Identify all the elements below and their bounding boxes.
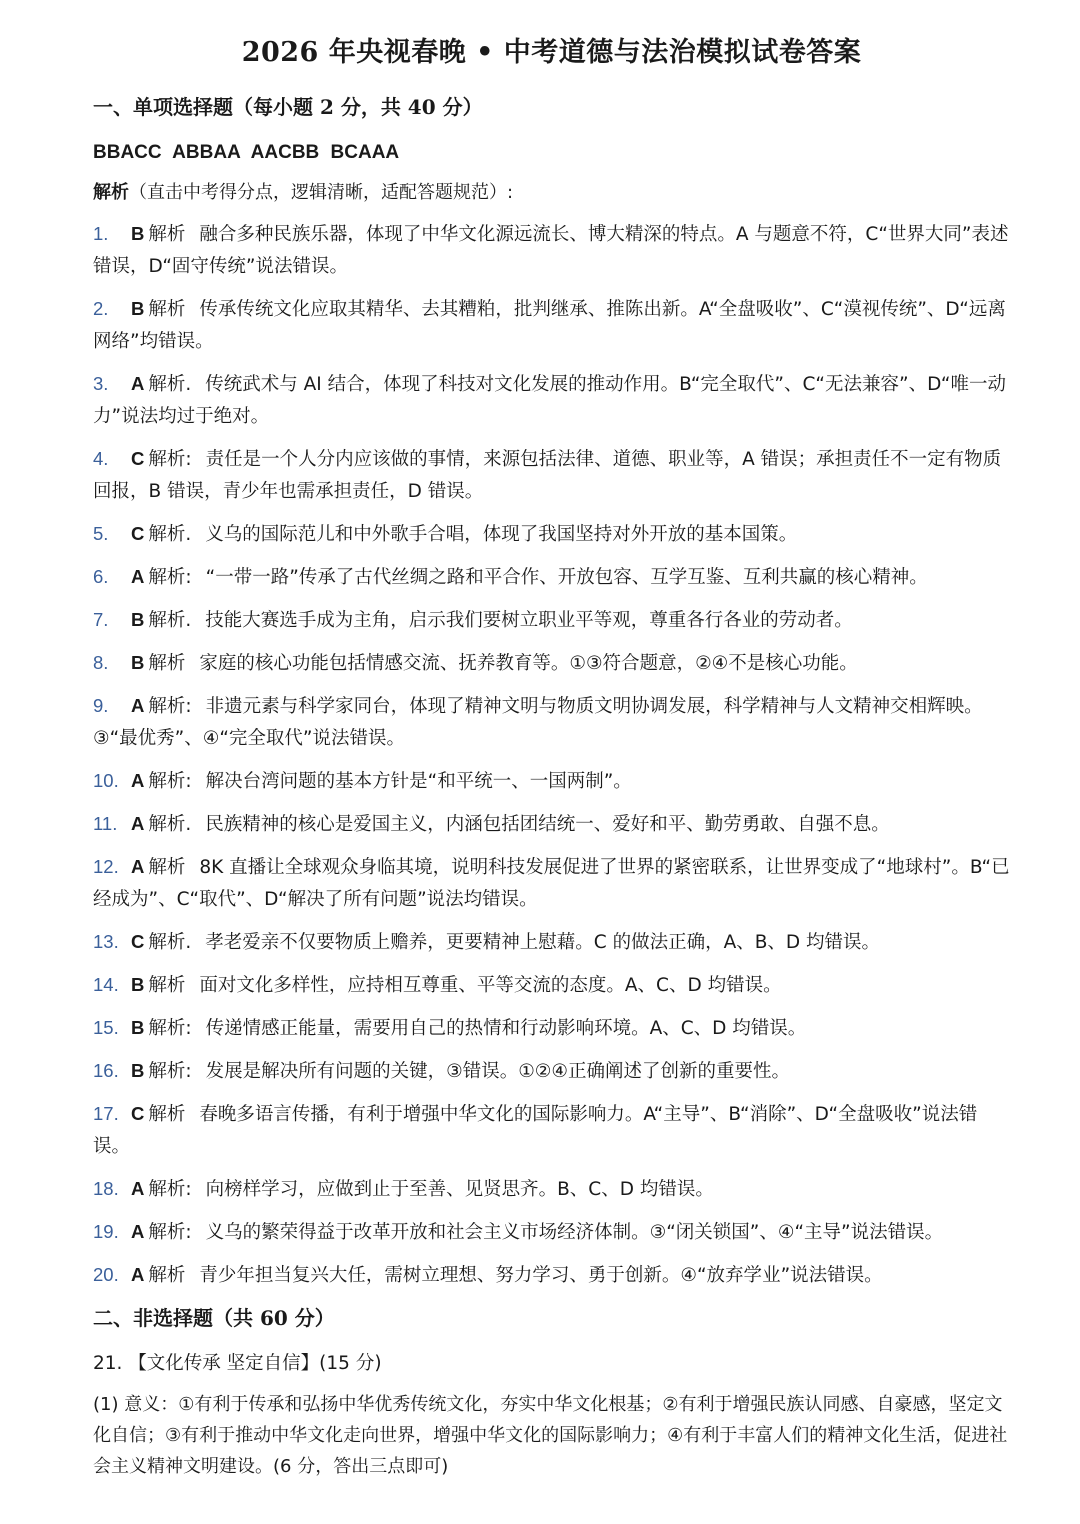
analysis-intro-text: （直击中考得分点，逻辑清晰，适配答题规范）:	[129, 182, 514, 203]
item-label: 解析	[148, 224, 186, 245]
section1-heading: 一、单项选择题（每小题 2 分，共 40 分）	[93, 95, 483, 119]
item-text: 传递情感正能量，需要用自己的热情和行动影响环境。A、C、D 均错误。	[205, 1018, 807, 1039]
item-number: 1.	[93, 223, 109, 244]
analysis-item	[93, 969, 1010, 1002]
analysis-list	[93, 218, 1010, 1292]
item-number: 6.	[93, 566, 109, 587]
item-number: 11.	[93, 813, 118, 834]
item-number: 12.	[93, 856, 119, 877]
analysis-item	[93, 561, 1010, 594]
item-answer: B	[131, 1060, 145, 1081]
item-label: 解析:	[148, 567, 192, 588]
item-text: “一带一路”传承了古代丝绸之路和平合作、开放包容、互学互鉴、互利共赢的核心精神。	[205, 567, 928, 588]
item-label: 解析:	[148, 696, 192, 717]
item-text: 传统武术与 AI 结合，体现了科技对文化发展的推动作用。B“完全取代”、C“无法兼容”、D“唯一动力”说法均过于绝对。	[93, 374, 1006, 427]
analysis-item	[93, 1173, 1010, 1206]
item-number: 8.	[93, 652, 109, 673]
item-number: 5.	[93, 523, 109, 544]
analysis-item	[93, 1055, 1010, 1088]
item-text: 春晚多语言传播，有利于增强中华文化的国际影响力。A“主导”、B“消除”、D“全盘吸收”说法错误。	[93, 1104, 978, 1157]
page-title: 2026 年央视春晚 • 中考道德与法治模拟试卷答案	[241, 37, 862, 68]
analysis-item	[93, 443, 1010, 508]
analysis-item	[93, 647, 1010, 680]
item-label: 解析	[148, 299, 186, 320]
item-number: 14.	[93, 974, 119, 995]
item-answer: A	[131, 1221, 145, 1242]
item-label: 解析.	[148, 374, 192, 395]
item-label: 解析	[148, 975, 186, 996]
item-number: 7.	[93, 609, 109, 630]
item-text: 非遗元素与科学家同台，体现了精神文明与物质文明协调发展，科学精神与人文精神交相辉映。③“最优秀”、④“完全取代”说法错误。	[93, 696, 983, 749]
item-number: 16.	[93, 1060, 119, 1081]
answer-key: BBACC ABBAA AACBB BCAAA	[93, 142, 400, 163]
item-number: 19.	[93, 1221, 119, 1242]
analysis-item	[93, 1216, 1010, 1249]
item-answer: A	[131, 813, 145, 834]
item-answer: C	[131, 523, 145, 544]
item-number: 4.	[93, 448, 109, 469]
item-text: 家庭的核心功能包括情感交流、抚养教育等。①③符合题意，②④不是核心功能。	[199, 653, 858, 674]
analysis-item	[93, 851, 1010, 916]
item-answer: A	[131, 770, 145, 791]
item-text: 向榜样学习，应做到止于至善、见贤思齐。B、C、D 均错误。	[205, 1179, 714, 1200]
item-label: 解析:	[148, 771, 192, 792]
item-number: 20.	[93, 1264, 119, 1285]
item-answer: B	[131, 1017, 145, 1038]
analysis-item	[93, 293, 1010, 358]
item-text: 面对文化多样性，应持相互尊重、平等交流的态度。A、C、D 均错误。	[199, 975, 782, 996]
item-text: 发展是解决所有问题的关键，③错误。①②④正确阐述了创新的重要性。	[205, 1061, 790, 1082]
item-number: 9.	[93, 695, 109, 716]
question-21-title: 21. 【文化传承 坚定自信】(15 分)	[93, 1353, 382, 1374]
item-label: 解析:	[148, 1222, 192, 1243]
item-answer: C	[131, 931, 145, 952]
analysis-intro-label: 解析	[93, 182, 129, 203]
item-answer: B	[131, 223, 145, 244]
item-text: 民族精神的核心是爱国主义，内涵包括团结统一、爱好和平、勤劳勇敢、自强不息。	[205, 814, 890, 835]
item-number: 15.	[93, 1017, 119, 1038]
analysis-item	[93, 1012, 1010, 1045]
item-label: 解析.	[148, 814, 192, 835]
item-label: 解析:	[148, 1018, 192, 1039]
item-label: 解析	[148, 1265, 186, 1286]
analysis-item	[93, 765, 1010, 798]
analysis-item	[93, 808, 1010, 841]
item-text: 孝老爱亲不仅要物质上赡养，更要精神上慰藉。C 的做法正确，A、B、D 均错误。	[205, 932, 881, 953]
item-label: 解析.	[148, 524, 192, 545]
item-number: 13.	[93, 931, 119, 952]
item-number: 17.	[93, 1103, 119, 1124]
item-label: 解析	[148, 1104, 186, 1125]
item-label: 解析	[148, 653, 186, 674]
item-text: 传承传统文化应取其精华、去其糟粕，批判继承、推陈出新。A“全盘吸收”、C“漠视传统”、D“远离网络”均错误。	[93, 299, 1006, 352]
analysis-item	[93, 518, 1010, 551]
item-answer: A	[131, 695, 145, 716]
item-text: 8K 直播让全球观众身临其境，说明科技发展促进了世界的紧密联系，让世界变成了“地球村”。B“已经成为”、C“取代”、D“解决了所有问题”说法均错误。	[93, 857, 1010, 910]
item-text: 责任是一个人分内应该做的事情，来源包括法律、道德、职业等，A 错误；承担责任不一定有物质回报，B 错误，青少年也需承担责任，D 错误。	[93, 449, 1002, 502]
section2-heading: 二、非选择题（共 60 分）	[93, 1306, 335, 1330]
analysis-item	[93, 1259, 1010, 1292]
item-answer: B	[131, 652, 145, 673]
question-21-part1: (1) 意义：①有利于传承和弘扬中华优秀传统文化，夯实中华文化根基；②有利于增强民族认同感、自豪感，坚定文化自信；③有利于推动中华文化走向世界，增强中华文化的国际影响力；④有利于丰富人们的精神文化生活，促进社会主义精神文明建设。(6 分，答出三点即可)	[93, 1394, 1008, 1477]
item-answer: A	[131, 1264, 145, 1285]
item-label: 解析.	[148, 932, 192, 953]
item-text: 青少年担当复兴大任，需树立理想、努力学习、勇于创新。④“放弃学业”说法错误。	[199, 1265, 883, 1286]
item-answer: A	[131, 856, 145, 877]
item-answer: B	[131, 609, 145, 630]
analysis-item	[93, 218, 1010, 283]
item-label: 解析:	[148, 1061, 192, 1082]
item-answer: A	[131, 1178, 145, 1199]
item-number: 18.	[93, 1178, 119, 1199]
item-answer: A	[131, 566, 145, 587]
item-label: 解析:	[148, 1179, 192, 1200]
item-number: 3.	[93, 373, 109, 394]
item-label: 解析.	[148, 610, 192, 631]
item-text: 义乌的国际范儿和中外歌手合唱，体现了我国坚持对外开放的基本国策。	[205, 524, 798, 545]
item-answer: C	[131, 448, 145, 469]
analysis-item	[93, 368, 1010, 433]
analysis-item	[93, 604, 1010, 637]
item-answer: A	[131, 373, 145, 394]
analysis-item	[93, 926, 1010, 959]
item-number: 10.	[93, 770, 119, 791]
item-label: 解析:	[148, 449, 192, 470]
item-text: 技能大赛选手成为主角，启示我们要树立职业平等观，尊重各行各业的劳动者。	[205, 610, 853, 631]
item-answer: B	[131, 298, 145, 319]
item-text: 融合多种民族乐器，体现了中华文化源远流长、博大精深的特点。A 与题意不符，C“世界大同”表述错误，D“固守传统”说法错误。	[93, 224, 1009, 277]
item-text: 义乌的繁荣得益于改革开放和社会主义市场经济体制。③“闭关锁国”、④“主导”说法错误。	[205, 1222, 944, 1243]
analysis-intro	[93, 178, 1010, 204]
item-text: 解决台湾问题的基本方针是“和平统一、一国两制”。	[205, 771, 632, 792]
item-answer: C	[131, 1103, 145, 1124]
item-answer: B	[131, 974, 145, 995]
analysis-item	[93, 690, 1010, 755]
analysis-item	[93, 1098, 1010, 1163]
item-label: 解析	[148, 857, 186, 878]
item-number: 2.	[93, 298, 109, 319]
